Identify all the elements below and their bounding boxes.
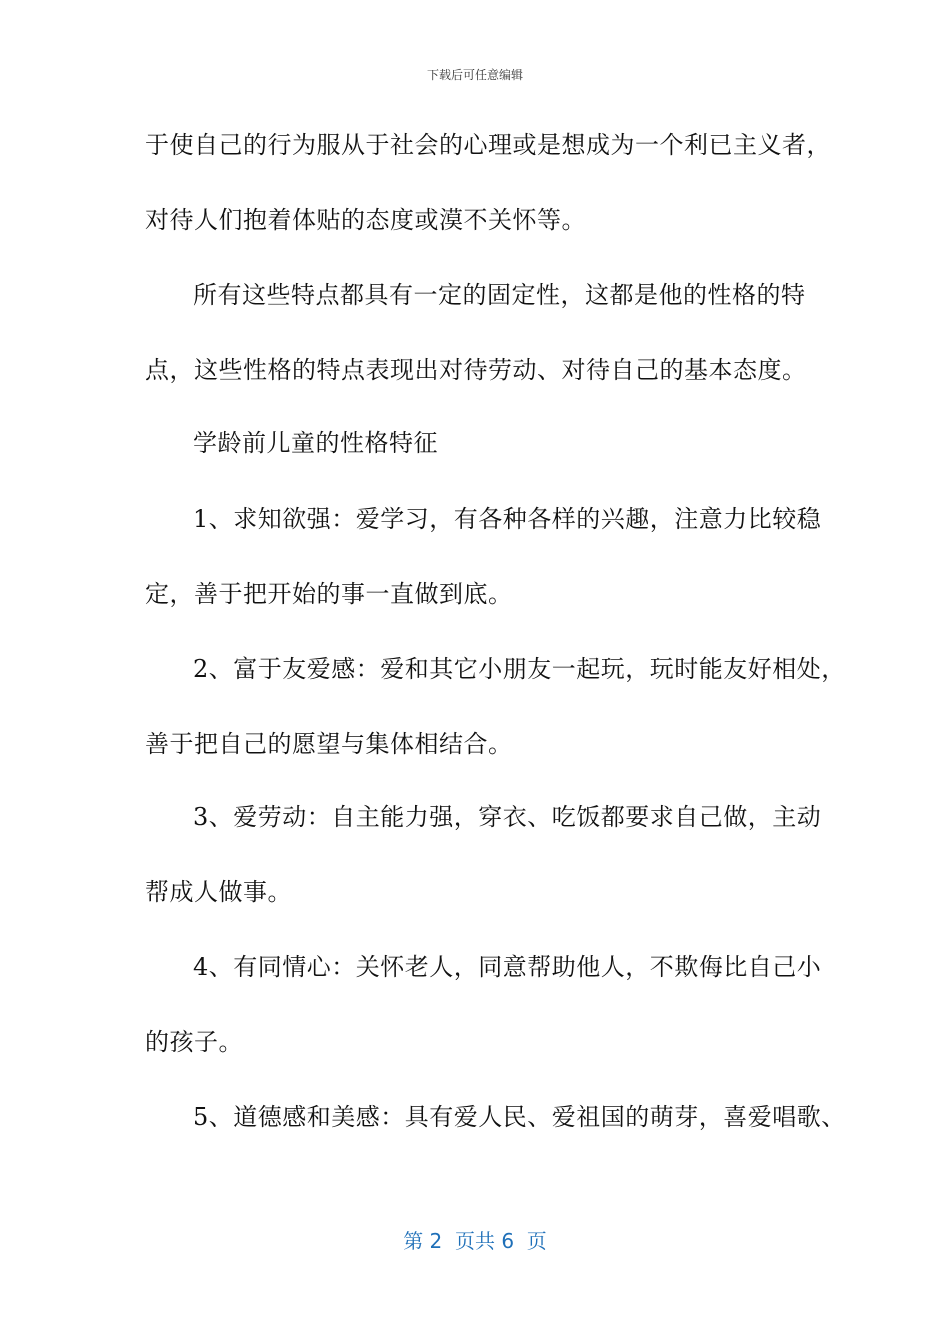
text-line: 2、富于友爱感：爱和其它小朋友一起玩，玩时能友好相处， (193, 655, 846, 683)
text-line: 的孩子。 (145, 1028, 243, 1056)
section-heading: 学龄前儿童的性格特征 (193, 429, 438, 457)
text-line: 1、求知欲强：爱学习，有各种各样的兴趣，注意力比较稳 (193, 505, 822, 533)
text-line: 善于把自己的愿望与集体相结合。 (145, 730, 513, 758)
page-number-footer: 第 2 页共 6 页 (403, 1229, 547, 1253)
text-line: 5、道德感和美感：具有爱人民、爱祖国的萌芽，喜爱唱歌、 (193, 1103, 846, 1131)
text-line: 4、有同情心：关怀老人，同意帮助他人，不欺侮比自己小 (193, 953, 822, 981)
header-note: 下载后可任意编辑 (426, 68, 523, 82)
text-line: 所有这些特点都具有一定的固定性，这都是他的性格的特 (193, 281, 806, 309)
text-line: 对待人们抱着体贴的态度或漠不关怀等。 (145, 206, 586, 234)
text-line: 于使自己的行为服从于社会的心理或是想成为一个利已主义者， (145, 131, 831, 159)
text-line: 定，善于把开始的事一直做到底。 (145, 580, 513, 608)
text-line: 3、爱劳动：自主能力强，穿衣、吃饭都要求自己做，主动 (193, 803, 822, 831)
text-line: 点，这些性格的特点表现出对待劳动、对待自己的基本态度。 (145, 356, 807, 384)
text-line: 帮成人做事。 (145, 878, 292, 906)
